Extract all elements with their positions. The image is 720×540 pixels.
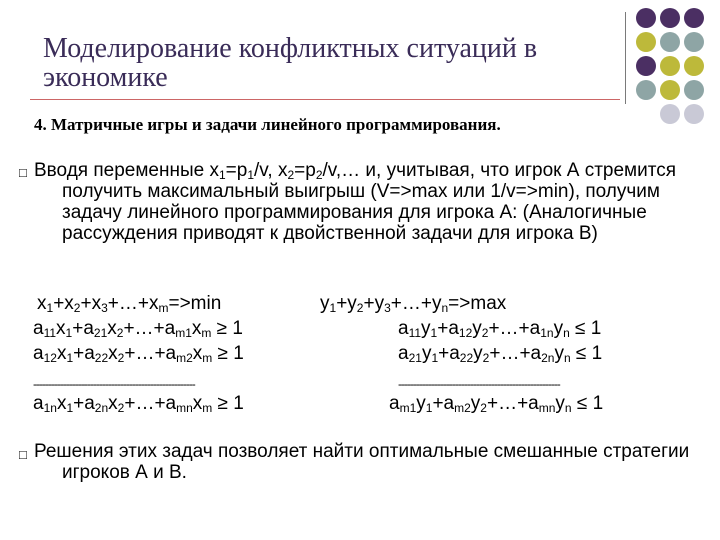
equation-term: y [421,318,431,339]
equation-term: x [191,318,202,339]
equation-subscript: 22 [459,351,474,365]
problem-b-constraint-2 [398,343,602,364]
equation-term: +…+a [123,318,176,339]
problem-b-constraint-last [389,393,603,414]
equation-term: y [421,343,432,364]
decorative-dot [660,80,680,100]
equation-subscript: m2 [454,401,471,415]
equation-term: a [398,343,409,364]
equation-term: x [192,343,203,364]
equation-subscript: 2 [480,401,487,415]
equation-subscript: 2 [73,301,81,315]
equation-term: y [472,318,482,339]
bullet-marker: □ [19,165,27,180]
equation-subscript: 21 [93,326,108,340]
problem-a-ellipsis-dashes: ------------------------------------------------------ [33,377,195,391]
decorative-dot [684,56,704,76]
equation-subscript: 1 [66,351,74,365]
equation-term: ≤ 1 [570,343,603,364]
equation-subscript: m [158,301,169,315]
equation-term: +a [73,343,95,364]
equation-term: y [320,293,330,314]
decorative-dot [660,32,680,52]
equation-subscript: 1 [329,301,337,315]
equation-subscript: m1 [175,326,192,340]
equation-term: a [33,318,44,339]
intro-paragraph: Вводя переменные $x_1=p_1/v$, $x_2=p_2/v,\dots$ и, учитывая, что игрок А стремится получить максимальный выигрыш (V=>max или 1/v=>min), получим задачу линейного программирования для игрока А: (Аналогичные рассуждения приводят к двойственной задачи для игрока В) [34,160,677,244]
decorative-dot [660,56,680,76]
equation-subscript: 1 [46,301,54,315]
equation-subscript: 1n [43,401,57,415]
decorative-dot [660,104,680,124]
equation-subscript: 1 [430,326,438,340]
equation-subscript: 2 [117,401,125,415]
equation-term: +…+a [124,393,177,414]
slide-title: Моделирование конфликтных ситуаций в экономике [43,33,538,93]
equation-subscript: n [563,351,571,365]
problem-b-constraint-1 [398,318,601,339]
equation-subscript: 3 [384,301,391,315]
equation-subscript: 11 [408,326,422,340]
decorative-dot [636,32,656,52]
equation-subscript: mn [176,401,193,415]
equation-term: +…+a [124,343,177,364]
equation-term: +…+a [486,393,539,414]
equation-subscript: 2 [482,351,490,365]
problem-a-constraint-2 [33,343,244,364]
equation-term: +a [432,393,455,414]
equation-term: ≥ 1 [212,393,244,414]
decorative-dot [636,8,656,28]
title-vertical-divider [625,12,626,104]
equation-subscript: 1 [65,326,73,340]
equation-subscript: 2n [541,351,555,365]
equation-term: ≥ 1 [212,343,244,364]
equation-subscript: n [441,301,449,315]
equation-term: =>max [448,293,507,314]
equation-subscript: 1 [425,401,433,415]
equation-term: +y [336,293,357,314]
equation-term: +…+y [390,293,442,314]
equation-term: a [398,318,409,339]
equation-term: +…+a [489,343,542,364]
equation-subscript: 21 [408,351,422,365]
equation-subscript: n [563,326,570,340]
equation-term: x [192,393,203,414]
problem-b-ellipsis-dashes: ------------------------------------------------------ [398,377,560,391]
equation-term: +a [437,318,459,339]
equation-subscript: 2 [481,326,489,340]
equation-subscript: 2 [356,301,364,315]
equation-term: a [33,393,44,414]
equation-term: +x [53,293,74,314]
equation-term: =>min [168,293,222,314]
equation-term: y [416,393,426,414]
decorative-dot [684,32,704,52]
equation-subscript: 2 [116,326,124,340]
equation-subscript: 1 [431,351,439,365]
equation-term: x [37,293,47,314]
equation-subscript: 12 [43,351,57,365]
equation-subscript: mn [538,401,556,415]
equation-term: +x [80,293,102,314]
decorative-dot [636,56,656,76]
decorative-dot [684,80,704,100]
decorative-dot [636,80,656,100]
equation-subscript: m [201,326,212,340]
equation-term: y [470,393,481,414]
equation-subscript: m [202,351,213,365]
equation-term: x [56,343,67,364]
equation-subscript: n [564,401,572,415]
equation-subscript: 12 [458,326,473,340]
equation-term: +…+a [488,318,541,339]
equation-term: a [389,393,400,414]
equation-term: +a [438,343,460,364]
problem-b-objective [320,293,506,314]
equation-term: a [33,343,44,364]
equation-term: x [56,318,66,339]
equation-term: +…+x [107,293,159,314]
problem-a-objective [37,293,221,314]
equation-term: y [473,343,483,364]
section-heading: 4. Матричные игры и задачи линейного программирования. [34,115,501,134]
equation-subscript: 3 [101,301,108,315]
equation-term: ≤ 1 [571,393,604,414]
equation-term: y [555,393,565,414]
equation-term: +a [72,318,94,339]
equation-term: y [554,343,564,364]
equation-subscript: m [202,401,213,415]
title-underline [30,99,620,100]
equation-term: +a [73,393,95,414]
decorative-dot [684,8,704,28]
equation-subscript: m1 [399,401,417,415]
equation-term: ≥ 1 [211,318,243,339]
equation-term: ≤ 1 [569,318,602,339]
equation-subscript: m2 [176,351,193,365]
problem-a-constraint-1 [33,318,243,339]
bullet-marker: □ [19,447,27,462]
equation-subscript: 11 [43,326,57,340]
equation-term: y [553,318,564,339]
decorative-dot [684,104,704,124]
equation-term: x [108,343,118,364]
problem-a-constraint-last [33,393,244,414]
equation-subscript: 1 [66,401,74,415]
equation-term: +y [363,293,385,314]
equation-term: x [107,318,117,339]
decorative-dot [660,8,680,28]
equation-term: x [108,393,118,414]
equation-term: x [56,393,67,414]
equation-subscript: 2n [94,401,109,415]
equation-subscript: 2 [117,351,125,365]
conclusion-paragraph: Решения этих задач позволяет найти оптимальные смешанные стратегии игроков А и В. [34,441,690,483]
equation-subscript: 1n [540,326,554,340]
equation-subscript: 22 [94,351,109,365]
